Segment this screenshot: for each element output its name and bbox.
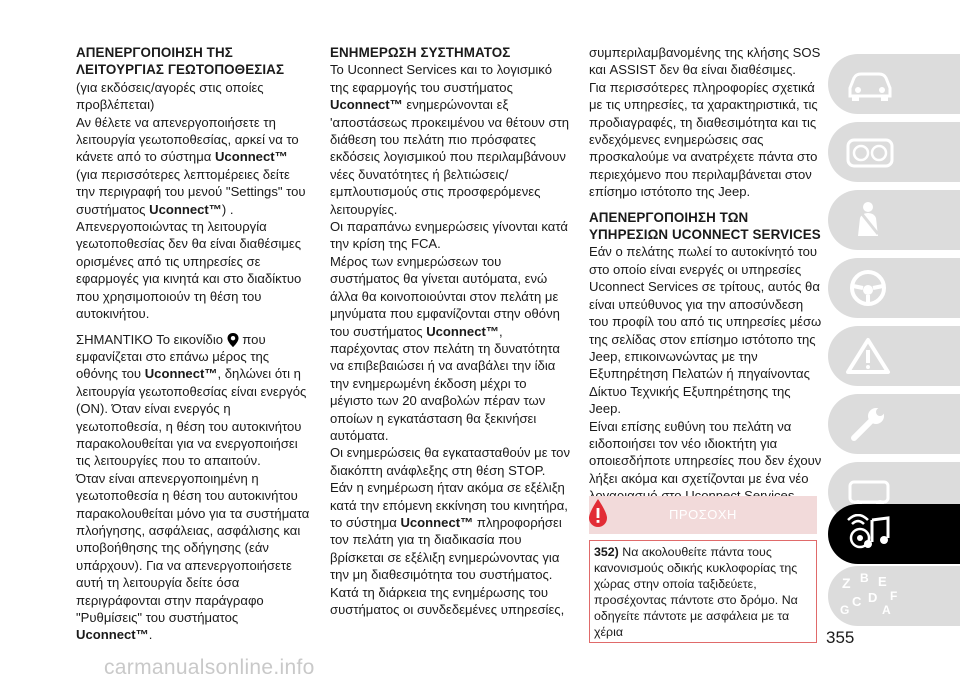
seatbelt-icon (844, 200, 896, 240)
svg-text:G: G (840, 603, 850, 616)
tab-maintenance[interactable] (828, 394, 960, 454)
paragraph: Για περισσότερες πληροφορίες σχετικά με τις υπηρεσίες, τα χαρακτηριστικά, τις προδιαγραφές, τη διαθεσιμότητα και τις ενδεχόμενες ενημερώσεις σας προσκαλούμε να ανατρέχετε πάντα στο περιεχόμενο που περιλαμβάνεται στον επίσημο ιστότοπο της Jeep. (589, 79, 818, 200)
svg-text:D: D (868, 590, 878, 605)
paragraph: συμπεριλαμβανομένης της κλήσης SOS και ASSIST δεν θα είναι διαθέσιμες. (589, 45, 821, 78)
paragraph: Εάν η ενημέρωση ήταν ακόμα σε εξέλιξη κατά την επόμενη εκκίνηση του κινητήρα, το σύστημα Uconnect™ πληροφορήσει τον πελάτη για τη διαδικασία που βρίσκεται σε εξέλιξη ενημερώνοντας για την μη διαθεσιμότητα του συστήματος. (330, 480, 568, 583)
tab-car[interactable] (828, 54, 960, 114)
warning-box (589, 496, 817, 643)
heading-system-update: ΕΝΗΜΕΡΩΣΗ ΣΥΣΤΗΜΑΤΟΣ (330, 45, 511, 60)
heading-disable-uconnect-services: ΑΠΕΝΕΡΓΟΠΟΙΗΣΗ ΤΩΝ ΥΠΗΡΕΣΙΩΝ UCONNECT SERVICES (589, 209, 821, 243)
tab-index[interactable] (828, 566, 960, 626)
car-icon (844, 64, 896, 104)
paragraph: Το Uconnect Services και το λογισμικό της εφαρμογής του συστήματος Uconnect™ ενημερώνονται εξ 'αποστάσεως προκειμένου να θέτουν στη διάθεση του πελάτη πιο πρόσφατες εκδόσεις λογισμικού που περιλαμβάνουν νέες δυνατότητες ή βελτιώσεις/εμπλουτισμούς στις προσφερόμενες λειτουργίες. (330, 62, 570, 217)
paragraph: Αν θέλετε να απενεργοποιήσετε τη λειτουργία γεωτοποθεσίας, αρκεί να το κάνετε από το σύστημα Uconnect™ (για περισσότερες λεπτομέρειες δείτε την περιγραφή του μενού "Settings" του συστήματος Uconnect™) . (76, 114, 306, 217)
tab-warning[interactable] (828, 326, 960, 386)
page-number: 355 (826, 628, 855, 647)
dashboard-icon (844, 132, 896, 172)
svg-text:Z: Z (842, 575, 851, 591)
paragraph-important: ΣΗΜΑΝΤΙΚΟ Το εικονίδιο που εμφανίζεται στο επάνω μέρος της οθόνης του Uconnect™, δηλώνει ότι η λειτουργία γεωτοποθεσίας είναι ενεργός (ON). Όταν είναι ενεργός η γεωτοποθεσία, η θέση του αυτοκινήτου παρακολουθείται για να ενεργοποιήσει τις λειτουργίες που το απαιτούν. (76, 331, 307, 469)
alphabet-index-icon (838, 572, 908, 616)
heading-disable-geolocation: ΑΠΕΝΕΡΓΟΠΟΙΗΣΗ ΤΗΣ ΛΕΙΤΟΥΡΓΙΑΣ ΓΕΩΤΟΠΟΘΕΣΙΑΣ (76, 45, 285, 78)
multimedia-icon (844, 514, 896, 554)
paragraph: Μέρος των ενημερώσεων του συστήματος θα γίνεται αυτόματα, ενώ άλλα θα κοινοποιούνται στον πελάτη με μηνύματα που εμφανίζονται στην οθόνη του συστήματος Uconnect™, παρέχοντας στον πελάτη τη δυνατότητα να επιβεβαιώσει ή να αναβάλει την ίδια την ενημερωμένη έκδοση μέχρι το μέγιστο των 20 αναβολών πέραν των οποίων η εγκατάσταση θα ξεκινήσει αυτόματα. (330, 253, 560, 443)
tab-seatbelt[interactable] (828, 190, 960, 250)
location-pin-icon (227, 333, 239, 347)
tab-steering[interactable] (828, 258, 960, 318)
paragraph: (για εκδόσεις/αγορές στις οποίες προβλέπεται) (76, 79, 264, 113)
tab-multimedia[interactable] (828, 504, 960, 564)
watermark: carmanualsonline.info (104, 656, 315, 679)
paragraph: Εάν ο πελάτης πωλεί το αυτοκίνητό του στο οποίο είναι ενεργές οι υπηρεσίες Uconnect Services σε τρίτους, αυτός θα είναι υπεύθυνος για την αποσύνδεση του προφίλ του από τις υπηρεσίες μέσω της σελίδας στον επίσημο ιστότοπο της Jeep, επικοινωνώντας με την Εξυπηρέτηση Πελατών ή πηγαίνοντας Δίκτυο Τεχνικής Εξυπηρέτησης της Jeep. (589, 244, 822, 417)
paragraph: Απενεργοποιώντας τη λειτουργία γεωτοποθεσίας δεν θα είναι διαθέσιμες ορισμένες από τις υπηρεσίες σε εφαρμογές για κινητά και στο διαδίκτυο που χρησιμοποιούν τη θέση του αυτοκινήτου. (76, 219, 302, 322)
paragraph: Οι ενημερώσεις θα εγκατασταθούν με τον διακόπτη ανάφλεξης στη θέση STOP. (330, 445, 570, 478)
column-1 (76, 44, 312, 644)
wrench-icon (844, 404, 896, 444)
paragraph: Οι παραπάνω ενημερώσεις γίνονται κατά την κρίση της FCA. (330, 219, 568, 252)
svg-text:B: B (860, 572, 869, 585)
steering-wheel-icon (844, 268, 896, 308)
svg-text:E: E (878, 574, 887, 589)
warning-triangle-icon (844, 336, 896, 376)
svg-text:F: F (890, 589, 898, 603)
column-3 (589, 44, 823, 505)
svg-text:C: C (852, 594, 862, 609)
svg-text:A: A (882, 603, 891, 616)
column-2 (330, 44, 570, 618)
paragraph: Κατά τη διάρκεια της ενημέρωσης του συστήματος οι συνδεδεμένες υπηρεσίες, (330, 584, 565, 617)
warning-text: 352) Να ακολουθείτε πάντα τους κανονισμούς οδικής κυκλοφορίας της χώρας στην οποία ταξιδεύετε, προσέχοντας πάντοτε στο δρόμο. Να οδηγείτε πάντοτε με ασφάλεια με τα χέρια (589, 540, 817, 643)
warning-title: ΠΡΟΣΟΧΗ (669, 507, 737, 522)
paragraph: Είναι επίσης ευθύνη του πελάτη να ειδοποιήσει τον νέο ιδιοκτήτη για οποιεσδήποτε υπηρεσίες που δεν έχουν λήξει ακόμα και σχετίζονται με ένα νέο (589, 418, 822, 486)
tab-dashboard[interactable] (828, 122, 960, 182)
warning-header (589, 496, 817, 534)
paragraph: Όταν είναι απενεργοποιημένη η γεωτοποθεσία η θέση του αυτοκινήτου παρακολουθείται μόνο για τα συστήματα πλοήγησης, ασφάλειας, ασφάλισης και υποβοήθησης της οδήγησης (εάν υπάρχουν). Για να απενεργοποιήσετε αυτή τη λειτουργία δείτε όσα περιγράφονται στην παράγραφο "Ρυθμίσεις" του συστήματος Uconnect™. (76, 470, 310, 643)
